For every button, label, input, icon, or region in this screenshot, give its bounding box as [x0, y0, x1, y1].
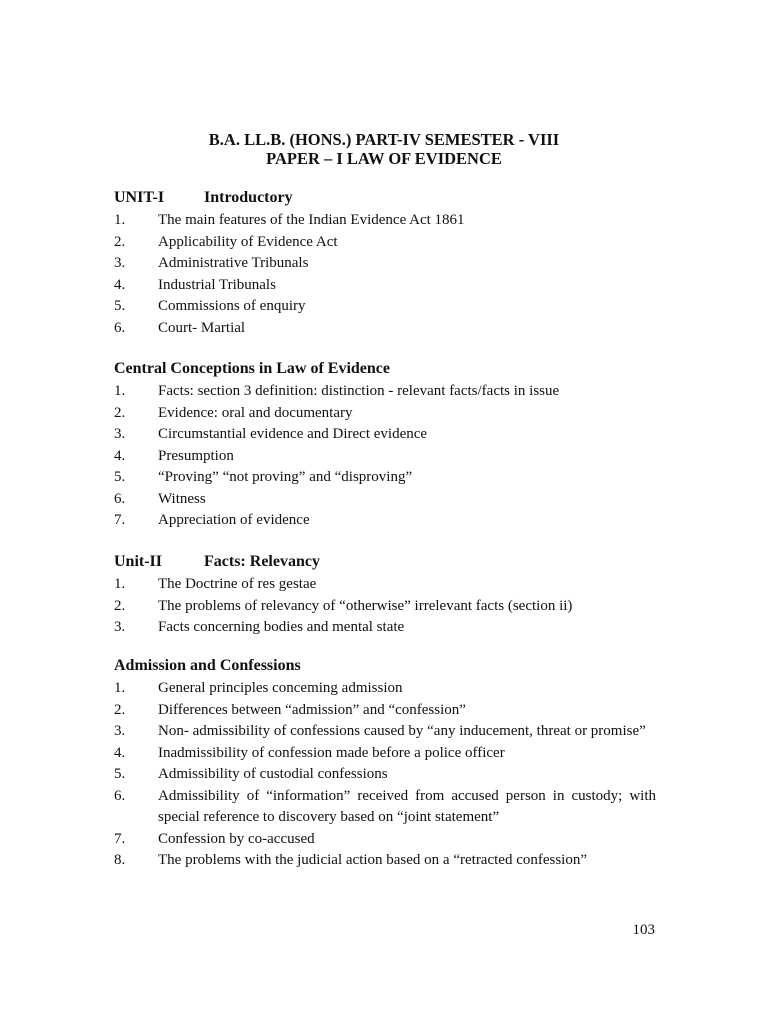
- page-number: 103: [632, 922, 655, 938]
- item-number: 6.: [114, 319, 126, 336]
- section-title: Introductory: [204, 189, 293, 206]
- item-number: 2.: [114, 404, 126, 421]
- unit-label: UNIT-I: [114, 189, 165, 206]
- item-text: “Proving” “not proving” and “disproving”: [158, 469, 413, 485]
- section-heading: [114, 552, 656, 572]
- topic-list: [114, 210, 656, 339]
- section-title: Central Conceptions in Law of Evidence: [114, 360, 390, 377]
- section-central-conceptions: [114, 359, 656, 532]
- item-text: Admissibility of custodial confessions: [158, 766, 388, 782]
- topic-list: [114, 381, 656, 532]
- item-text: Admissibility of “information” received from accused person in custody; with special reference to discovery based on “joint statement”: [158, 787, 656, 825]
- item-text: The Doctrine of res gestae: [158, 576, 317, 592]
- item-number: 5.: [114, 766, 126, 782]
- item-number: 7.: [114, 512, 126, 528]
- section-title: Facts: Relevancy: [204, 553, 320, 570]
- item-number: 1.: [114, 383, 126, 399]
- list-item: [114, 764, 656, 786]
- item-text: Non- admissibility of confessions caused by “any inducement, threat or promise”: [158, 723, 646, 739]
- item-number: 4.: [114, 447, 126, 464]
- list-item: [114, 850, 656, 872]
- list-item: [114, 829, 656, 851]
- list-item: [114, 617, 656, 639]
- item-text: Facts concerning bodies and mental state: [158, 619, 405, 635]
- item-number: 2.: [114, 597, 126, 614]
- list-item: [114, 424, 656, 446]
- list-item: [114, 318, 656, 340]
- section-admission-confessions: [114, 656, 656, 872]
- list-item: [114, 510, 656, 532]
- item-number: 2.: [114, 233, 126, 250]
- section-title: Admission and Confessions: [114, 657, 301, 674]
- item-number: 3.: [114, 426, 126, 442]
- item-text: Administrative Tribunals: [158, 255, 309, 271]
- list-item: [114, 446, 656, 468]
- item-text: Commissions of enquiry: [158, 298, 306, 314]
- item-number: 1.: [114, 212, 126, 228]
- list-item: [114, 574, 656, 596]
- item-number: 7.: [114, 830, 126, 847]
- section-heading: [114, 188, 656, 208]
- list-item: [114, 210, 656, 232]
- list-item: [114, 381, 656, 403]
- item-text: Circumstantial evidence and Direct evidence: [158, 426, 428, 442]
- list-item: [114, 596, 656, 618]
- item-text: Differences between “admission” and “confession”: [158, 701, 466, 718]
- item-number: 6.: [114, 787, 126, 804]
- item-text: The problems of relevancy of “otherwise” irrelevant facts (section ii): [158, 597, 573, 614]
- item-text: Appreciation of evidence: [158, 512, 310, 528]
- paper-title: PAPER – I LAW OF EVIDENCE: [266, 149, 502, 168]
- item-number: 1.: [114, 680, 126, 696]
- item-number: 2.: [114, 701, 126, 718]
- list-item: [114, 253, 656, 275]
- list-item: [114, 467, 656, 489]
- item-text: Presumption: [158, 447, 234, 464]
- item-text: The problems with the judicial action based on a “retracted confession”: [158, 852, 588, 868]
- section-unit-2: [114, 552, 656, 639]
- list-item: [114, 700, 656, 722]
- item-text: Court- Martial: [158, 319, 246, 336]
- list-item: [114, 721, 656, 743]
- list-item: [114, 489, 656, 511]
- item-text: Facts: section 3 definition: distinction - relevant facts/facts in issue: [158, 383, 560, 399]
- item-number: 1.: [114, 576, 126, 592]
- item-number: 4.: [114, 276, 126, 293]
- item-text: Inadmissibility of confession made before a police officer: [158, 744, 505, 761]
- list-item: [114, 275, 656, 297]
- item-number: 6.: [114, 490, 126, 507]
- section-heading: [114, 656, 656, 676]
- list-item: [114, 403, 656, 425]
- item-text: Witness: [158, 490, 206, 507]
- list-item: [114, 786, 656, 829]
- list-item: [114, 743, 656, 765]
- item-text: General principles conceming admission: [158, 680, 403, 696]
- item-text: Applicability of Evidence Act: [158, 233, 338, 250]
- topic-list: [114, 574, 656, 639]
- item-text: The main features of the Indian Evidence Act 1861: [158, 212, 465, 228]
- list-item: [114, 232, 656, 254]
- item-number: 3.: [114, 723, 126, 739]
- item-text: Industrial Tribunals: [158, 276, 276, 293]
- item-number: 3.: [114, 619, 126, 635]
- section-heading: [114, 359, 656, 379]
- item-number: 8.: [114, 852, 126, 868]
- unit-label: Unit-II: [114, 553, 163, 570]
- course-title: B.A. LL.B. (HONS.) PART-IV SEMESTER - VIII: [208, 130, 560, 149]
- list-item: [114, 678, 656, 700]
- section-unit-1: [114, 188, 656, 339]
- list-item: [114, 296, 656, 318]
- item-number: 5.: [114, 298, 126, 314]
- item-text: Confession by co-accused: [158, 830, 315, 847]
- item-number: 3.: [114, 255, 126, 271]
- topic-list: [114, 678, 656, 872]
- item-text: Evidence: oral and documentary: [158, 404, 353, 421]
- item-number: 5.: [114, 469, 126, 485]
- item-number: 4.: [114, 744, 126, 761]
